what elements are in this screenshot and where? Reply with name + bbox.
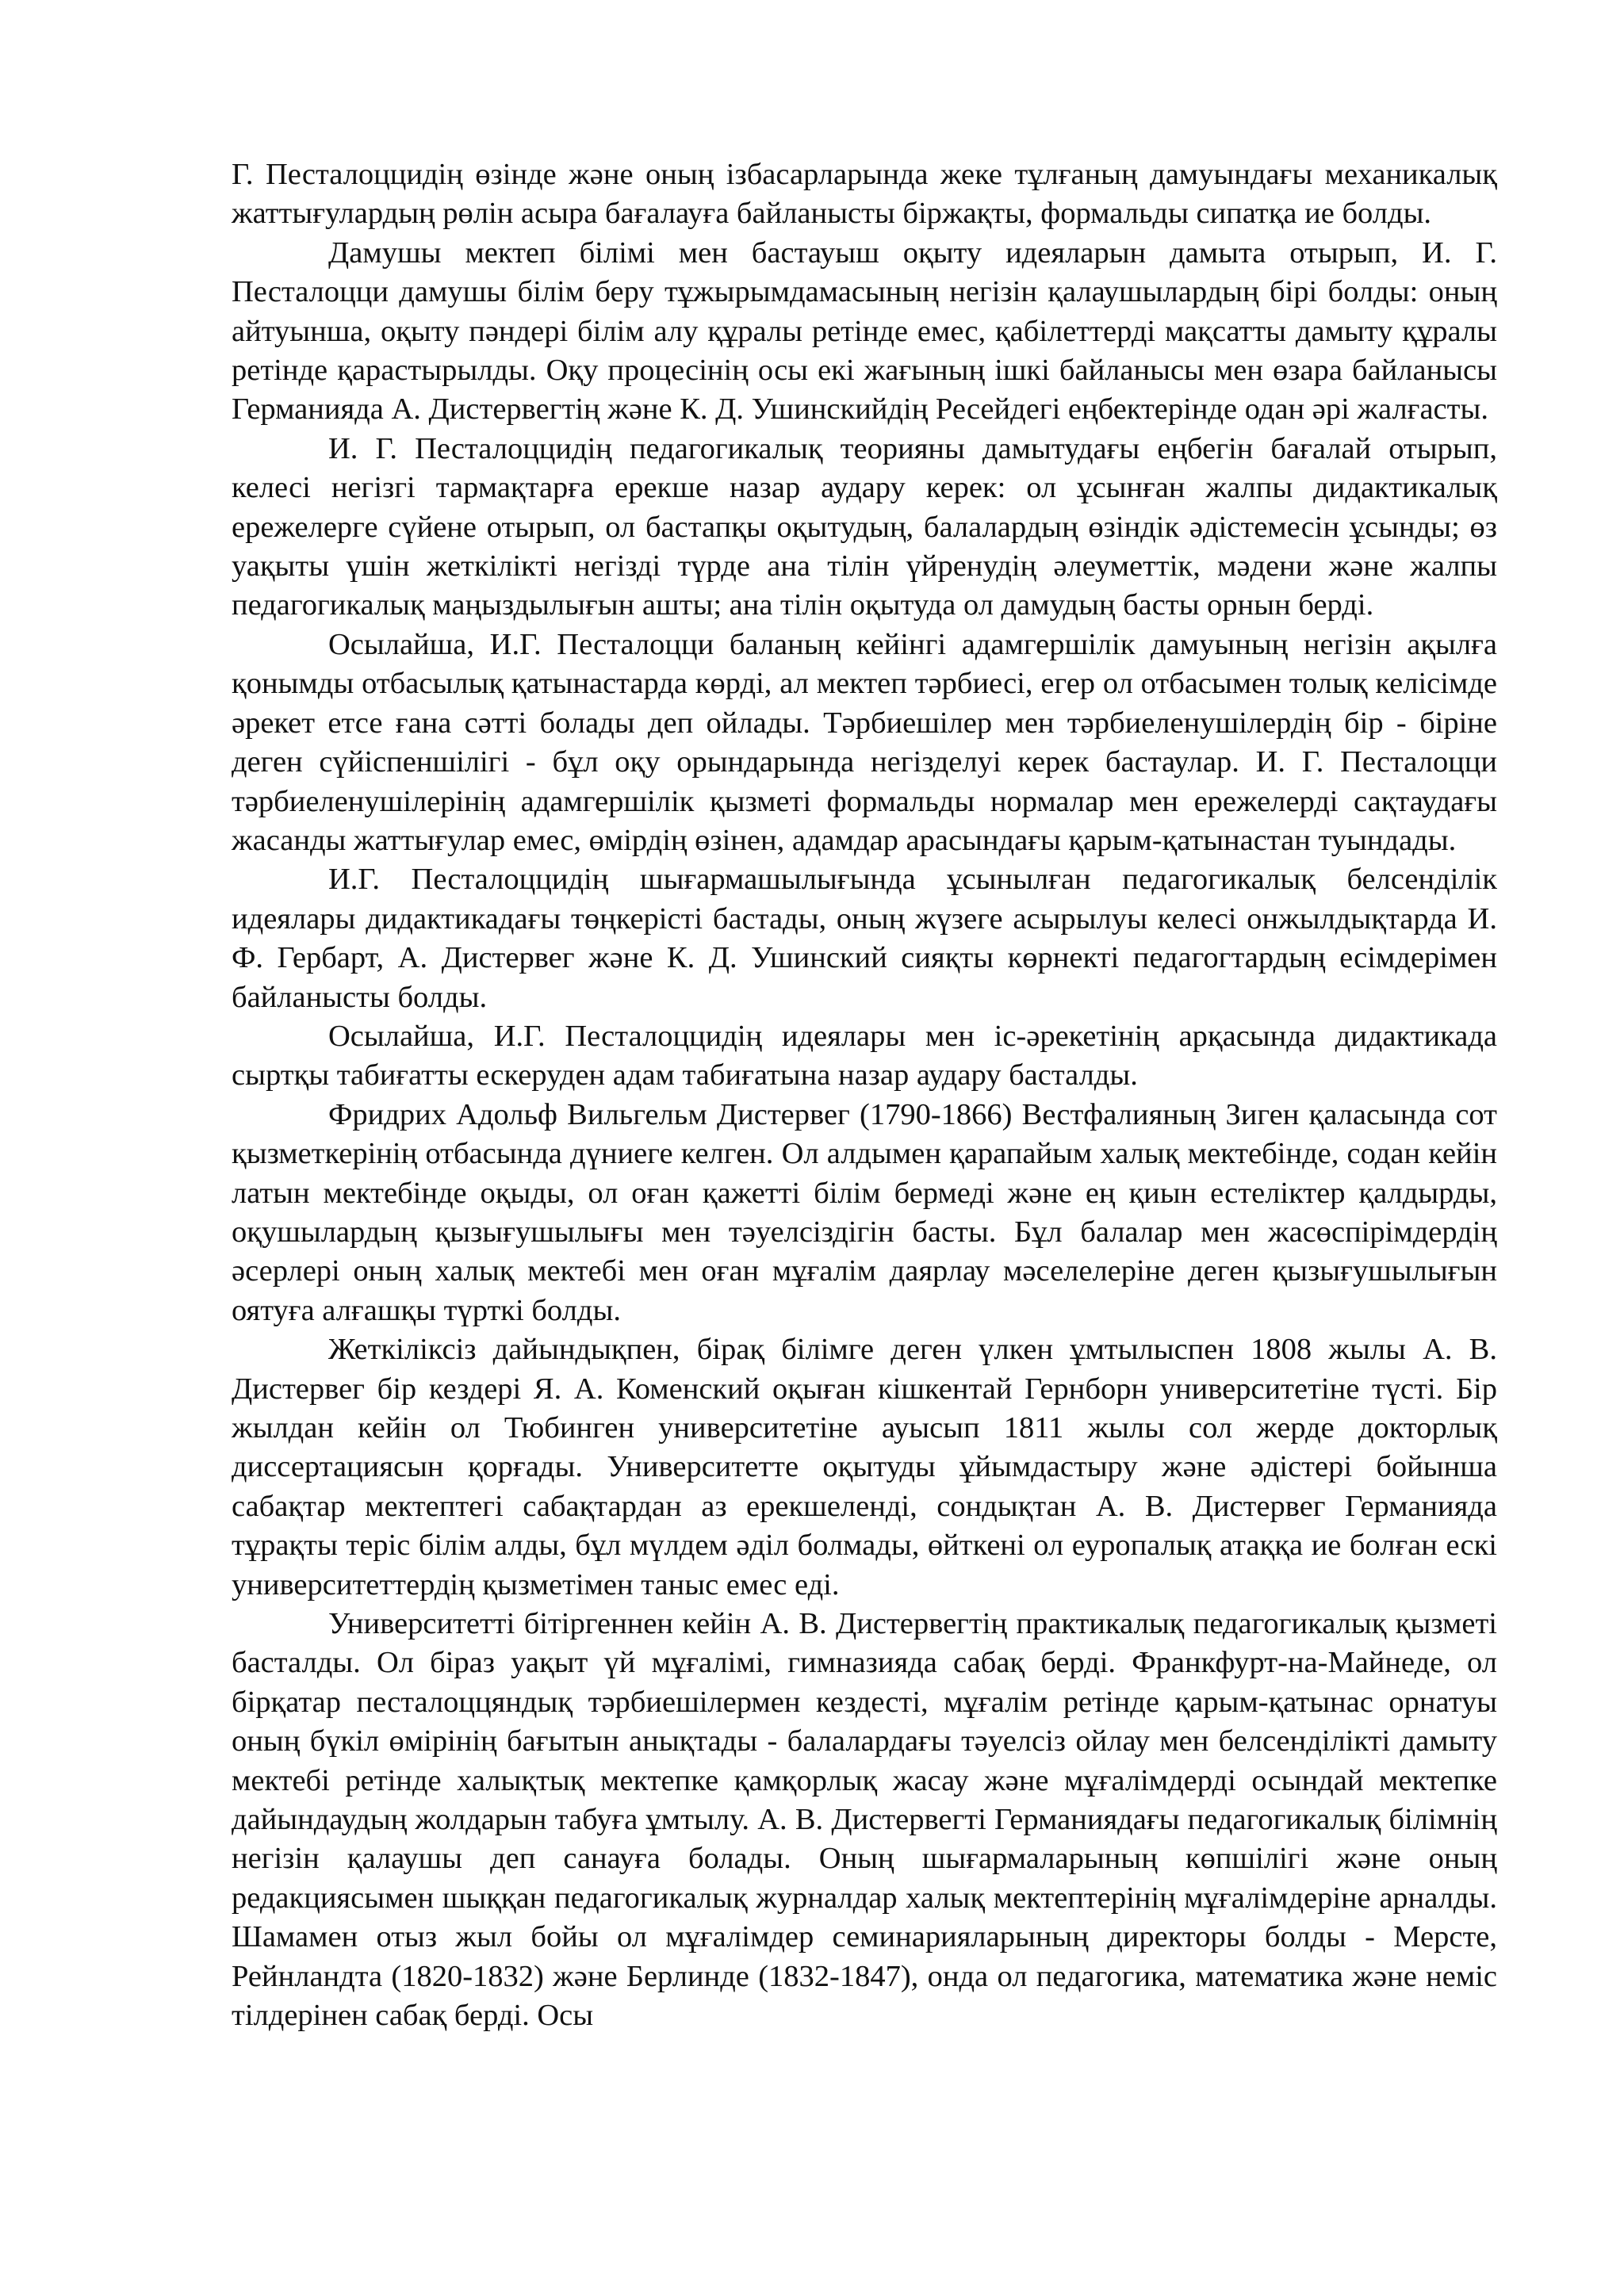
paragraph-2: Дамушы мектеп білімі мен бастауыш оқыту идеяларын дамыта отырып, И. Г. Песталоцци дамушы білім беру тұжырымдамасының негізін қалаушылардың бірі болды: оның айтуынша, оқыту пәндері білім алу құралы ретінде емес, қабілеттерді мақсатты дамыту құралы ретінде қарастырылды. Оқу процесінің осы екі жағының ішкі байланысы мен өзара байланысы Германияда А. Дистервегтің және К. Д. Ушинскийдің Ресейдегі еңбектерінде одан әрі жалғасты. (232, 235, 1497, 427)
paragraph-4: Осылайша, И.Г. Песталоцци баланың кейінгі адамгершілік дамуының негізін ақылға қонымды отбасылық қатынастарда көрді, ал мектеп тәрбиесі, егер ол отбасымен толық келісімде әрекет етсе ғана сәтті болады деп ойлады. Тәрбиешілер мен тәрбиеленушілердің бір - біріне деген сүйіспеншілігі - бұл оқу орындарында негізделуі керек бастаулар. И. Г. Песталоцци тәрбиеленушілерінің адамгершілік қызметі формальды нормалар мен ережелерді сақтаудағы жасанды жаттығулар емес, өмірдің өзінен, адамдар арасындағы қарым-қатынастан туындады. (232, 627, 1497, 857)
paragraph-7: Фридрих Адольф Вильгельм Дистервег (1790-1866) Вестфалияның Зиген қаласында сот қызметкерінің отбасында дүниеге келген. Ол алдымен қарапайым халық мектебінде, содан кейін латын мектебінде оқыды, ол оған қажетті білім бермеді және ең қиын естеліктер қалдырды, оқушылардың қызығушылығы мен тәуелсіздігін басты. Бұл балалар мен жасөспірімдердің әсерлері оның халық мектебі мен оған мұғалім даярлау мәселелеріне деген қызығушылығын оятуға алғашқы түрткі болды. (232, 1097, 1497, 1327)
paragraph-1: Г. Песталоццидің өзінде және оның ізбасарларында жеке тұлғаның дамуындағы механикалық жаттығулардың рөлін асыра бағалауға байланысты біржақты, формальды сипатқа ие болды. (232, 158, 1497, 231)
paragraph-8: Жеткіліксіз дайындықпен, бірақ білімге деген үлкен ұмтылыспен 1808 жылы А. В. Дистервег бір кездері Я. А. Коменский оқыған кішкентай Гернборн университетіне түсті. Бір жылдан кейін ол Тюбинген университетіне ауысып 1811 жылы сол жерде докторлық диссертациясын қорғады. Университетте оқытуды ұйымдастыру және әдістері бойынша сабақтар мектептегі сабақтардан аз ерекшеленді, сондықтан А. В. Дистервег Германияда тұрақты теріс білім алды, бұл мүлдем әділ болмады, өйткені ол еуропалық атаққа ие болған ескі университеттердің қызметімен таныс емес еді. (232, 1333, 1497, 1601)
paragraph-6: Осылайша, И.Г. Песталоццидің идеялары мен іс-әрекетінің арқасында дидактикада сыртқы табиғатты ескеруден адам табиғатына назар аудару басталды. (232, 1019, 1497, 1093)
document-body (232, 155, 1497, 2036)
paragraph-9: Университетті бітіргеннен кейін А. В. Дистервегтің практикалық педагогикалық қызметі басталды. Ол біраз уақыт үй мұғалімі, гимназияда сабақ берді. Франкфурт-на-Майнеде, ол бірқатар песталоццяндық тәрбиешілермен кездесті, мұғалім ретінде қарым-қатынас орнатуы оның бүкіл өмірінің бағытын анықтады - балалардағы тәуелсіз ойлау мен белсенділікті дамыту мектебі ретінде халықтық мектепке қамқорлық жасау және мұғалімдерді осындай мектепке дайындаудың жолдарын табуға ұмтылу. А. В. Дистервегті Германиядағы педагогикалық білімнің негізін қалаушы деп санауға болады. Оның шығармаларының көпшілігі және оның редакциясымен шыққан педагогикалық журналдар халық мектептерінің мұғалімдеріне арналды. Шамамен отыз жыл бойы ол мұғалімдер семинарияларының директоры болды - Мерсте, Рейнландта (1820-1832) және Берлинде (1832-1847), онда ол педагогика, математика және неміс тілдерінен сабақ берді. Осы (232, 1607, 1497, 2033)
paragraph-3: И. Г. Песталоццидің педагогикалық теорияны дамытудағы еңбегін бағалай отырып, келесі негізгі тармақтарға ерекше назар аудару керек: ол ұсынған жалпы дидактикалық ережелерге сүйене отырып, ол бастапқы оқытудың, балалардың өзіндік әдістемесін ұсынды; өз уақыты үшін жеткілікті негізді түрде ана тілін үйренудің әлеуметтік, мәдени және жалпы педагогикалық маңыздылығын ашты; ана тілін оқытуда ол дамудың басты орнын берді. (232, 431, 1497, 622)
paragraph-5: И.Г. Песталоццидің шығармашылығында ұсынылған педагогикалық белсенділік идеялары дидактикадағы төңкерісті бастады, оның жүзеге асырылуы келесі онжылдықтарда И. Ф. Гербарт, А. Дистервег және К. Д. Ушинский сияқты көрнекті педагогтардың есімдерімен байланысты болды. (232, 863, 1497, 1014)
